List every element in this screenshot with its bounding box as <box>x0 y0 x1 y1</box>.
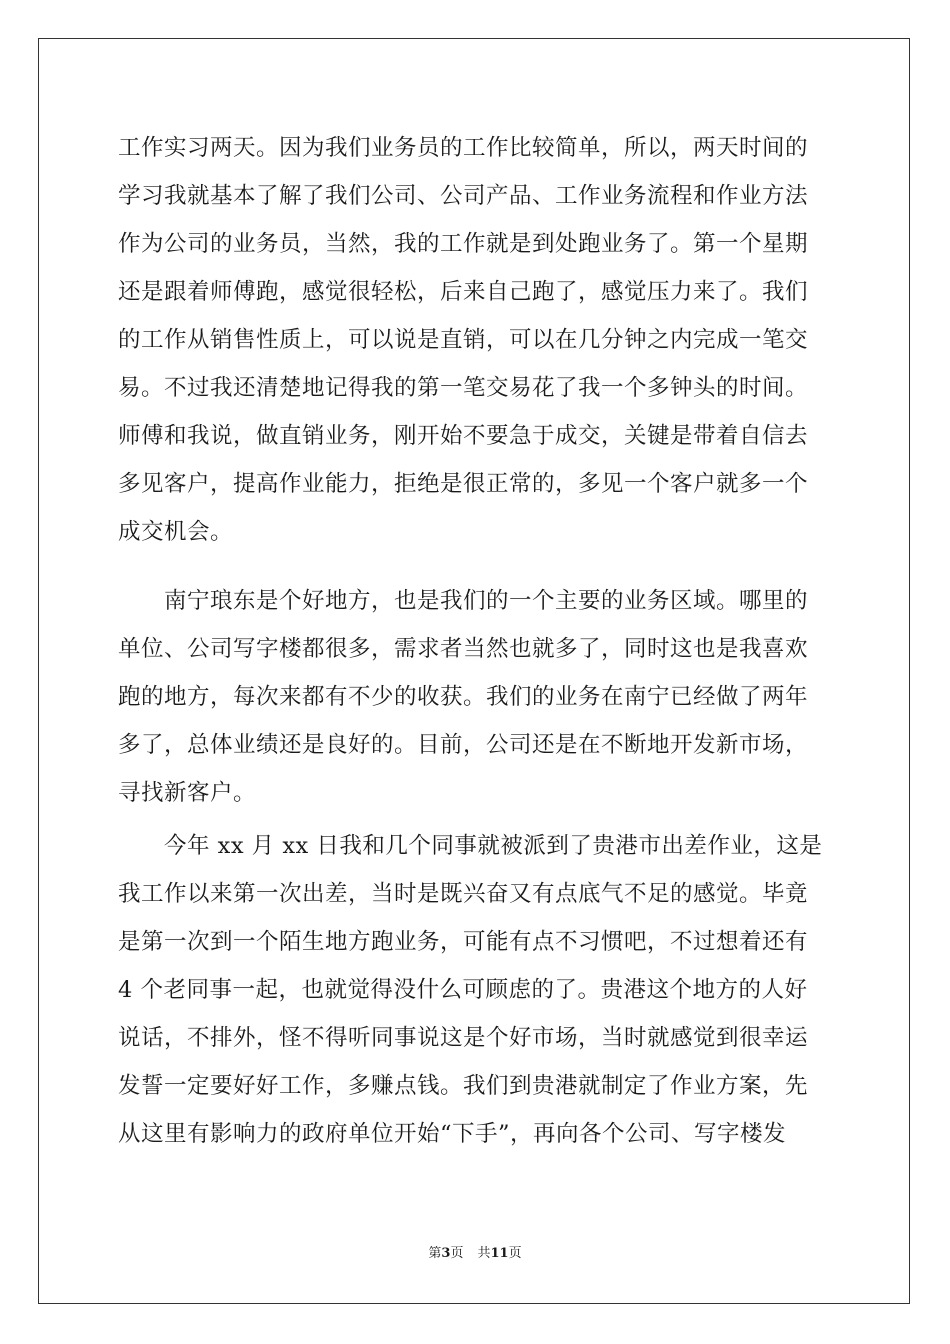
page-number-suffix: 页 <box>450 1246 464 1261</box>
text-line: 跑的地方，每次来都有不少的收获。我们的业务在南宁已经做了两年 <box>118 684 809 710</box>
text-line: 还是跟着师傅跑，感觉很轻松，后来自己跑了，感觉压力来了。我们 <box>118 279 809 305</box>
text-line: 师傅和我说，做直销业务，刚开始不要急于成交，关键是带着自信去 <box>118 423 809 449</box>
text-line: 说话，不排外，怪不得听同事说这是个好市场，当时就感觉到很幸运 <box>118 1025 809 1051</box>
text-line: 多见客户，提高作业能力，拒绝是很正常的，多见一个客户就多一个 <box>118 471 809 497</box>
text-line: 从这里有影响力的政府单位开始“下手”，再向各个公司、写字楼发 <box>118 1121 787 1147</box>
total-pages-prefix: 共 <box>477 1246 491 1261</box>
text-line: 学习我就基本了解了我们公司、公司产品、工作业务流程和作业方法 <box>118 183 809 209</box>
text-line: 4 个老同事一起，也就觉得没什么可顾虑的了。贵港这个地方的人好 <box>118 977 808 1003</box>
paragraph-first-line: 今年 xx 月 xx 日我和几个同事就被派到了贵港市出差作业，这是 <box>164 833 823 859</box>
text-line: 成交机会。 <box>118 519 234 545</box>
page-number-prefix: 第 <box>428 1246 442 1261</box>
text-line: 易。不过我还清楚地记得我的第一笔交易花了我一个多钟头的时间。 <box>118 375 809 401</box>
text-line: 单位、公司写字楼都很多，需求者当然也就多了，同时这也是我喜欢 <box>118 636 809 662</box>
total-pages: 11 <box>490 1246 509 1261</box>
text-line: 是第一次到一个陌生地方跑业务，可能有点不习惯吧，不过想着还有 <box>118 929 809 955</box>
text-line: 工作实习两天。因为我们业务员的工作比较简单，所以，两天时间的 <box>118 135 809 161</box>
page-footer <box>0 1244 950 1264</box>
text-line: 我工作以来第一次出差，当时是既兴奋又有点底气不足的感觉。毕竟 <box>118 881 809 907</box>
page-number: 3 <box>441 1246 451 1261</box>
text-line: 的工作从销售性质上，可以说是直销，可以在几分钟之内完成一笔交 <box>118 327 809 353</box>
text-line: 作为公司的业务员，当然，我的工作就是到处跑业务了。第一个星期 <box>118 231 809 257</box>
total-pages-suffix: 页 <box>508 1246 522 1261</box>
text-line: 寻找新客户。 <box>118 780 257 806</box>
text-line: 发誓一定要好好工作，多赚点钱。我们到贵港就制定了作业方案，先 <box>118 1073 809 1099</box>
paragraph-first-line: 南宁琅东是个好地方，也是我们的一个主要的业务区域。哪里的 <box>164 588 809 614</box>
text-line: 多了，总体业绩还是良好的。目前，公司还是在不断地开发新市场， <box>118 732 809 758</box>
